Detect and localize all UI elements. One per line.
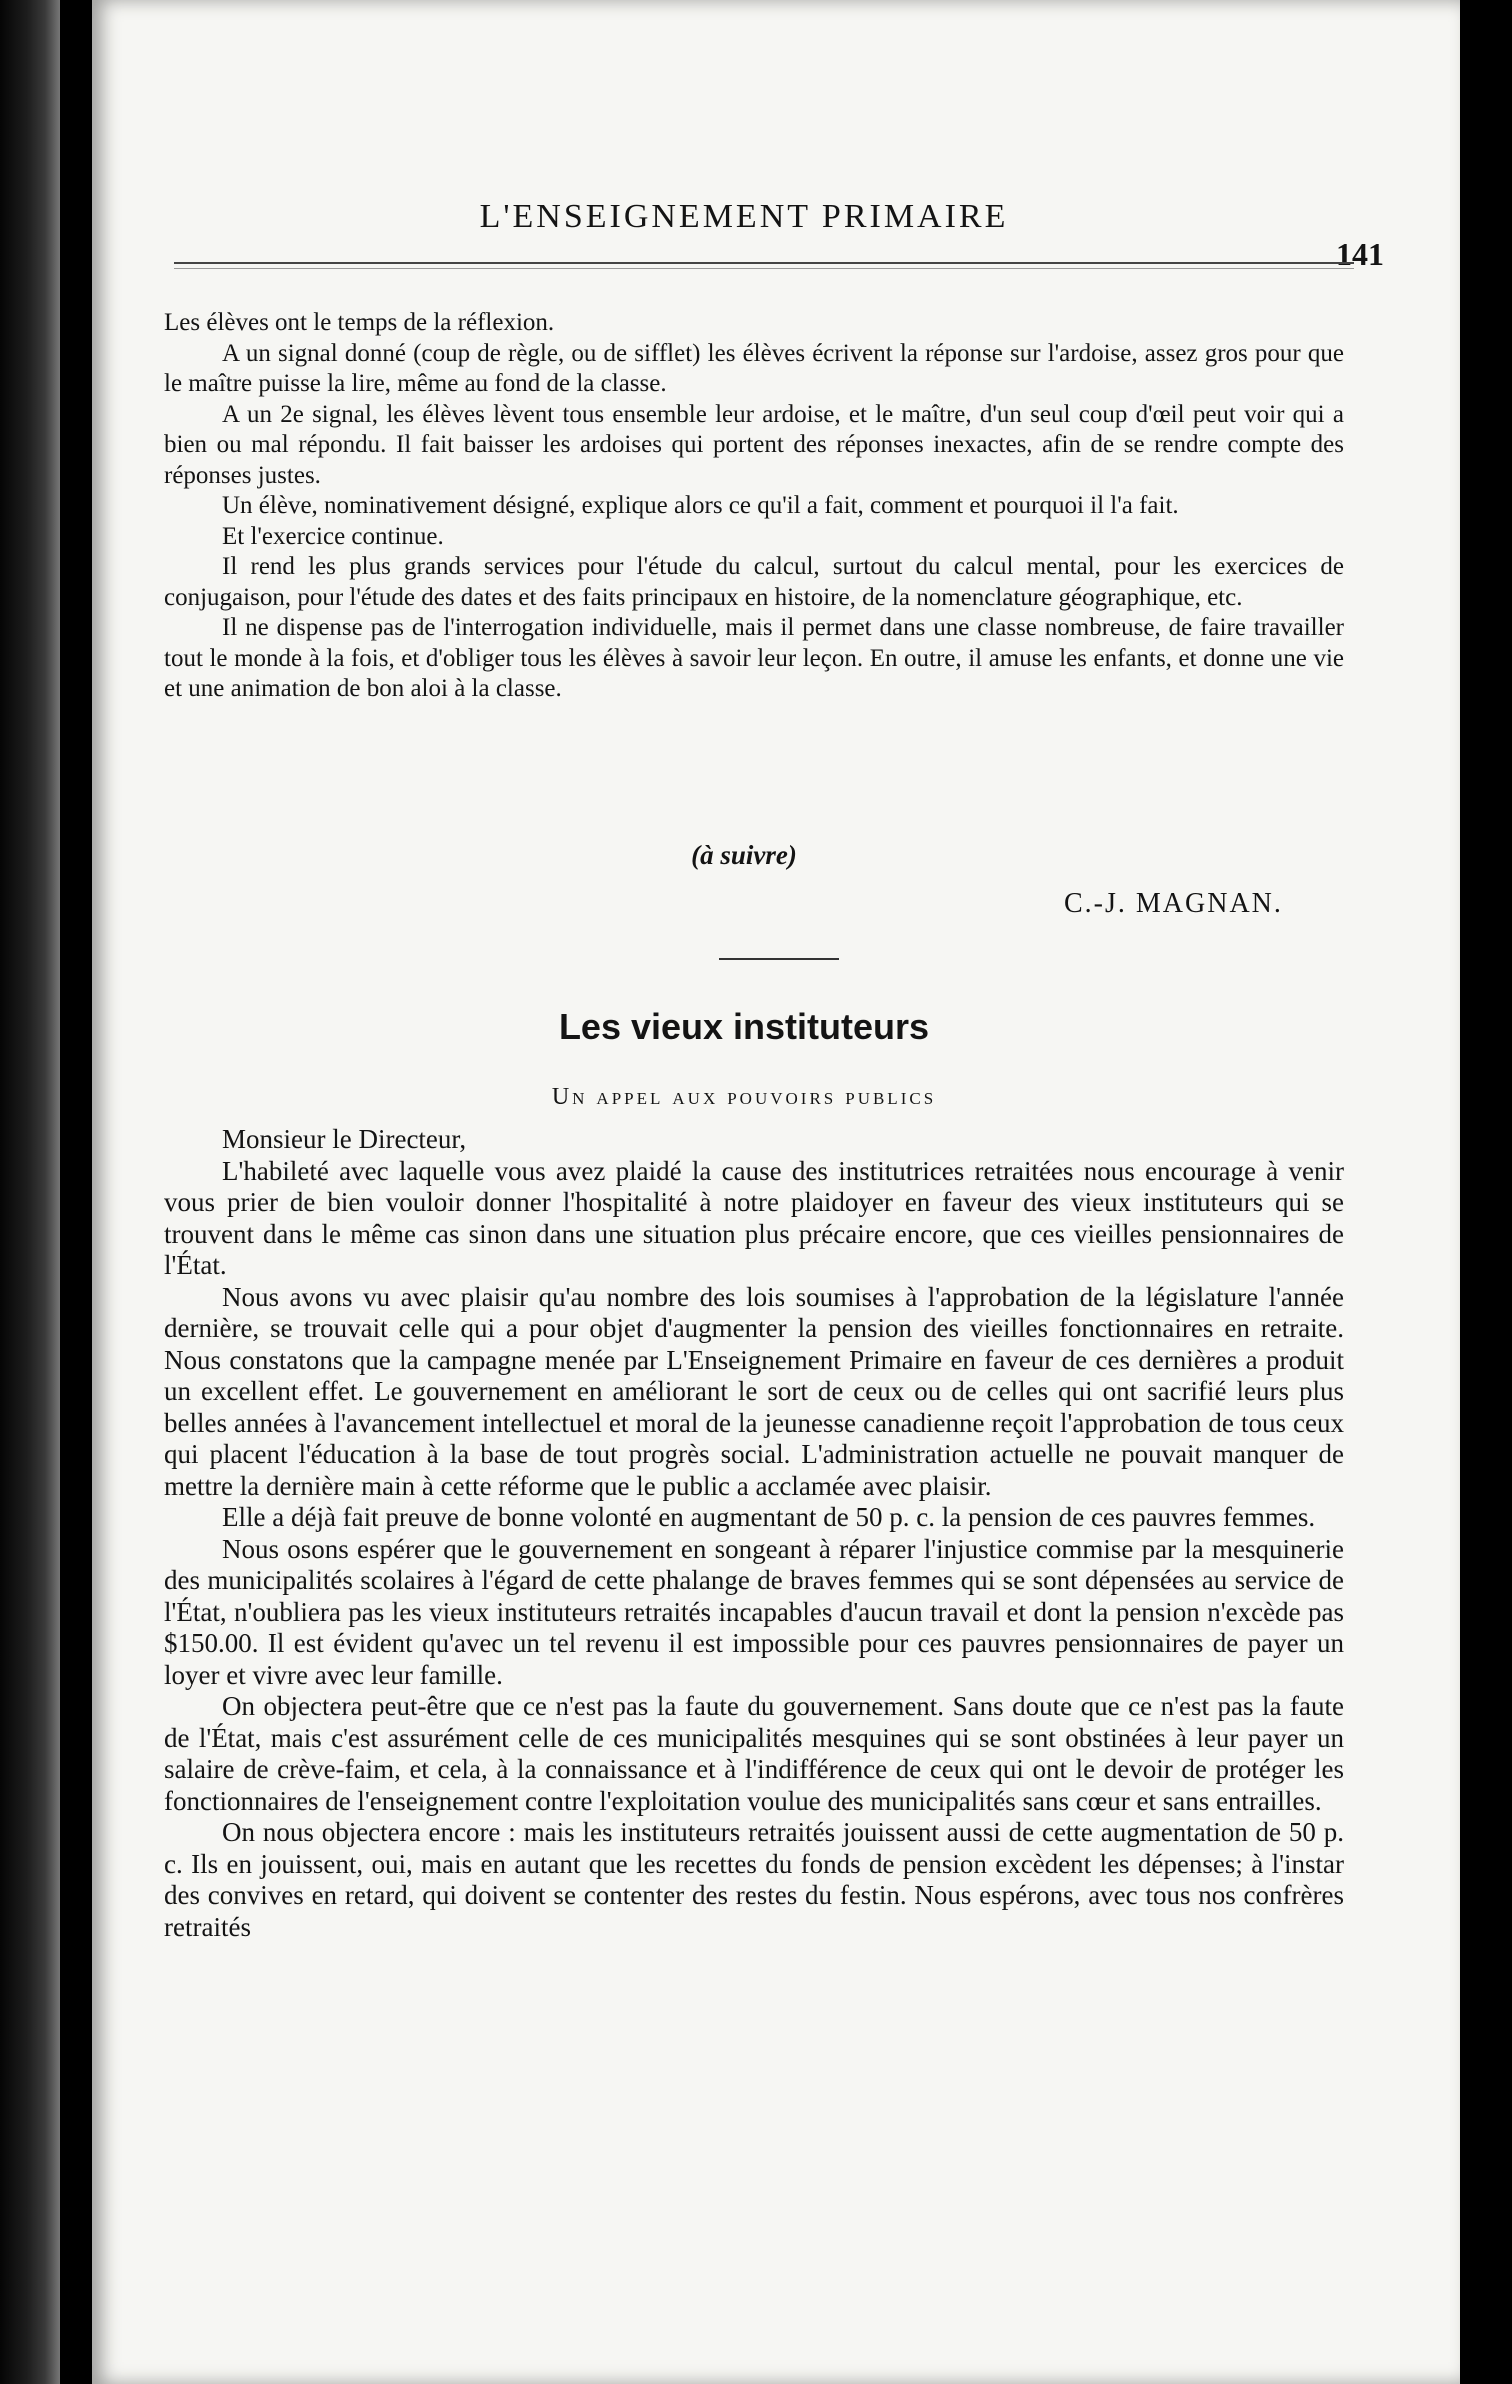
paragraph: A un signal donné (coup de règle, ou de sifflet) les élèves écrivent la réponse sur l'ardoise, assez gros pour que le maître puisse la lire, même au fond de la classe.	[164, 339, 1344, 397]
paragraph: Les élèves ont le temps de la réflexion.	[164, 309, 555, 336]
page-content	[144, 0, 1384, 2384]
header-rule	[174, 262, 1354, 269]
page-number: 141	[1336, 236, 1384, 272]
paragraph: Nous osons espérer que le gouvernement en songeant à réparer l'injustice commise par la mesquinerie des municipalités scolaires à l'égard de cette phalange de braves femmes qui se sont dépensées au service de l'État, n'oubliera pas les vieux instituteurs retraités incapables d'aucun travail et dont la pension n'excède pas $150.00. Il est évident qu'avec un tel revenu il est impossible pour ces pauvres pensionnaires de payer un loyer et vivre avec leur famille.	[164, 1533, 1344, 1690]
paragraph: L'habileté avec laquelle vous avez plaidé la cause des institutrices retraitées nous encourage à venir vous prier de bien vouloir donner l'hospitalité à notre plaidoyer en faveur des vieux instituteurs qui se trouvent dans le même cas sinon dans une situation plus précaire encore, que ces vieilles pensionnaires de l'État.	[164, 1155, 1344, 1280]
paragraph: Nous avons vu avec plaisir qu'au nombre des lois soumises à l'approbation de la législature l'année dernière, se trouvait celle qui a pour objet d'augmenter la pension des vieilles fonctionnaires en retraite. Nous constatons que la campagne menée par L'Enseignement Primaire en faveur de ces dernières a produit un excellent effet. Le gouvernement en améliorant le sort de ceux ou de celles qui ont sacrifié leurs plus belles années à l'avancement intellectuel et moral de la jeunesse canadienne reçoit l'approbation de tous ceux qui placent l'éducation à la base de tout progrès social. L'administration actuelle ne pouvait manquer de mettre la dernière main à cette réforme que le public a acclamée avec plaisir.	[164, 1281, 1344, 1501]
section-divider	[719, 958, 839, 960]
to-be-continued-note: (à suivre)	[691, 840, 797, 870]
article-title: Les vieux instituteurs	[558, 1006, 930, 1047]
paragraph: Il rend les plus grands services pour l'étude du calcul, surtout du calcul mental, pour les exercices de conjugaison, pour l'étude des dates et des faits principaux en histoire, de la nomenclature géographique, etc.	[164, 553, 1344, 611]
page	[92, 0, 1460, 2384]
article-subtitle: Un appel aux pouvoirs publics	[551, 1084, 937, 1110]
book-spine-shadow	[0, 0, 60, 2384]
author-signature: C.-J. MAGNAN.	[1064, 888, 1283, 919]
previous-article-text	[164, 308, 1344, 705]
paragraph: On nous objectera encore : mais les instituteurs retraités jouissent aussi de cette augmentation de 50 p. c. Ils en jouissent, oui, mais en autant que les recettes du fonds de pension excèdent les dépenses; à l'instar des convives en retard, qui doivent se contenter des restes du festin. Nous espérons, avec tous nos confrères retraités	[164, 1817, 1344, 1942]
paragraph: Il ne dispense pas de l'interrogation individuelle, mais il permet dans une classe nombreuse, de faire travailler tout le monde à la fois, et d'obliger tous les élèves à savoir leur leçon. En outre, il amuse les enfants, et donne une vie et une animation de bon aloi à la classe.	[164, 614, 1344, 702]
article-body	[164, 1124, 1344, 1943]
paragraph: Et l'exercice continue.	[222, 522, 444, 550]
paragraph: On objectera peut-être que ce n'est pas la faute du gouvernement. Sans doute que ce n'est pas la faute de l'État, mais c'est assurément celle de ces municipalités mesquines qui se sont obstinées à leur payer un salaire de crève-faim, et cela, à la connaissance et à l'indifférence de ceux qui ont le devoir de protéger les fonctionnaires de l'enseignement contre l'exploitation voulue des municipalités sans cœur et sans entrailles.	[164, 1691, 1344, 1816]
paragraph: A un 2e signal, les élèves lèvent tous ensemble leur ardoise, et le maître, d'un seul coup d'œil peut voir qui a bien ou mal répondu. Il fait baisser les ardoises qui portent des réponses inexactes, afin de se rendre compte des réponses justes.	[164, 400, 1344, 489]
paragraph: Un élève, nominativement désigné, explique alors ce qu'il a fait, comment et pourquoi il l'a fait.	[222, 492, 1179, 519]
running-title: L'ENSEIGNEMENT PRIMAIRE	[479, 198, 1009, 235]
paragraph: Elle a déjà fait preuve de bonne volonté en augmentant de 50 p. c. la pension de ces pauvres femmes.	[222, 1502, 1316, 1532]
salutation: Monsieur le Directeur,	[222, 1124, 467, 1154]
